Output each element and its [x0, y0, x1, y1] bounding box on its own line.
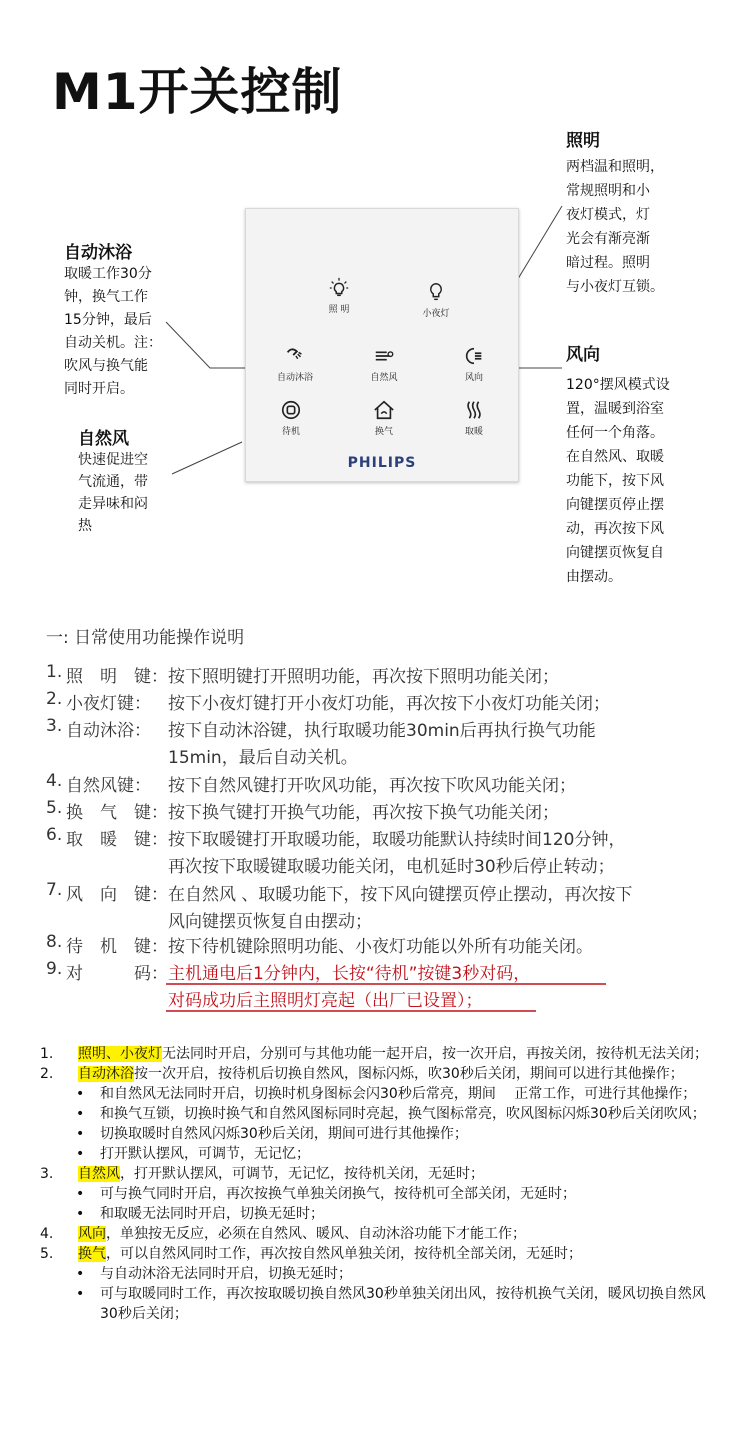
instruction-text: 风向键摆页恢复自由摆动； — [168, 912, 372, 932]
instruction-text: 15min，最后自动关机。 — [168, 748, 358, 768]
note-bullet — [40, 1124, 720, 1144]
bullet-dot-icon: • — [76, 1146, 85, 1162]
callout-auto-bath-title: 自动沐浴 — [64, 243, 132, 263]
instruction-number: 4. — [46, 771, 63, 791]
ventilation-key[interactable] — [354, 399, 414, 437]
callout-wind-direction-title: 风向 — [566, 345, 600, 365]
instruction-label: 取 暖 键： — [66, 830, 168, 850]
bullet-dot-icon: • — [76, 1106, 85, 1122]
lighting-key-label: 照 明 — [328, 305, 350, 315]
instruction-text: 按下自然风键打开吹风功能，再次按下吹风功能关闭； — [168, 776, 576, 796]
note-bullet — [40, 1144, 720, 1164]
note-bullet — [40, 1284, 720, 1324]
note-text: 无法同时开启，分别可与其他功能一起开启，按一次开启，再按关闭，按待机无法关闭； — [162, 1046, 708, 1062]
note-number: 5. — [40, 1246, 54, 1262]
instruction-number: 6. — [46, 825, 63, 845]
wind-direction-key[interactable] — [444, 345, 504, 383]
natural-wind-key[interactable] — [354, 345, 414, 383]
instruction-label: 换 气 键： — [66, 803, 168, 823]
note-bullet — [40, 1184, 720, 1204]
night-light-key-label: 小夜灯 — [422, 309, 450, 319]
instruction-label: 自然风键： — [66, 776, 151, 796]
note-highlight: 自动沐浴 — [78, 1066, 134, 1082]
instruction-label: 待 机 键： — [66, 937, 168, 957]
instruction-text: 按下自动沐浴键，执行取暖功能30min后再执行换气功能 — [168, 721, 596, 741]
instruction-number: 1. — [46, 662, 63, 682]
instruction-number: 5. — [46, 798, 63, 818]
instruction-text: 在自然风 、取暖功能下，按下风向键摆页停止摆动，再次按下 — [168, 885, 633, 905]
note-bullet-text: 可与换气同时开启，再次按换气单独关闭换气，按待机可全部关闭，无延时； — [100, 1186, 576, 1202]
note-item — [40, 1044, 720, 1064]
note-bullet-text: 切换取暖时自然风闪烁30秒后关闭，期间可进行其他操作； — [100, 1126, 468, 1142]
night-light-key[interactable] — [406, 281, 466, 319]
instruction-number: 7. — [46, 880, 63, 900]
note-number: 4. — [40, 1226, 54, 1242]
note-bullet-text: 和自然风无法同时开启，切换时机身图标会闪30秒后常亮，期间 正常工作，可进行其他操作； — [100, 1086, 697, 1102]
note-number: 2. — [40, 1066, 54, 1082]
callout-wind-direction-body: 120°摆风模式设 置，温暖到浴室 任何一个角落。 在自然风、取暖 功能下，按下风 向键摆页停止摆 动，再次按下风 向键摆页恢复自 由摆动。 — [566, 377, 670, 585]
standby-key-label: 待机 — [281, 427, 300, 437]
instruction-text: 按下小夜灯键打开小夜灯功能，再次按下小夜灯功能关闭； — [168, 694, 610, 714]
note-bullet — [40, 1264, 720, 1284]
callout-natural-wind-title: 自然风 — [78, 429, 129, 449]
note-text: ，单独按无反应，必须在自然风、暖风、自动沐浴功能下才能工作； — [106, 1226, 526, 1242]
pairing-underline — [0, 980, 750, 1020]
instruction-number: 8. — [46, 932, 63, 952]
bullet-dot-icon: • — [76, 1186, 85, 1202]
note-bullet-text: 与自动沐浴无法同时开启，切换无延时； — [100, 1266, 352, 1282]
note-item — [40, 1164, 720, 1224]
auto-bath-key[interactable] — [265, 345, 325, 383]
note-bullet-text: 可与取暖同时工作，再次按取暖切换自然风30秒单独关闭出风，按待机换气关闭，暖风切换自然风30秒后关闭； — [100, 1286, 706, 1322]
note-highlight: 换气 — [78, 1246, 106, 1262]
note-number: 1. — [40, 1046, 54, 1062]
note-text: 按一次开启，按待机后切换自然风，图标闪烁，吹30秒后关闭，期间可以进行其他操作； — [134, 1066, 684, 1082]
instruction-text: 再次按下取暖键取暖功能关闭，电机延时30秒后停止转动； — [168, 857, 615, 877]
shower-icon — [284, 345, 306, 367]
callout-lighting-title: 照明 — [566, 131, 600, 151]
section-heading: 一: 日常使用功能操作说明 — [46, 628, 245, 648]
note-bullet-text: 打开默认摆风，可调节，无记忆； — [100, 1146, 310, 1162]
natural-wind-key-label: 自然风 — [370, 373, 398, 383]
instruction-text: 按下取暖键打开取暖功能，取暖功能默认持续时间120分钟， — [168, 830, 626, 850]
lighting-key[interactable] — [309, 277, 369, 315]
instruction-label: 对 码： — [66, 964, 168, 984]
note-item — [40, 1244, 720, 1324]
note-item — [40, 1064, 720, 1164]
instruction-number: 3. — [46, 716, 63, 736]
auto-bath-key-label: 自动沐浴 — [276, 373, 313, 383]
switch-panel — [245, 208, 519, 482]
standby-key[interactable] — [261, 399, 321, 437]
swing-icon — [463, 345, 485, 367]
wind-icon — [373, 345, 395, 367]
instruction-label: 自动沐浴： — [66, 721, 151, 741]
wind-direction-key-label: 风向 — [464, 373, 483, 383]
bullet-dot-icon: • — [76, 1126, 85, 1142]
note-bullet — [40, 1084, 720, 1104]
note-bullet-text: 和换气互锁，切换时换气和自然风图标同时亮起，换气图标常亮，吹风图标闪烁30秒后关闭吹风； — [100, 1106, 706, 1122]
heat-icon — [463, 399, 485, 421]
house-vent-icon — [373, 399, 395, 421]
page-title: M1开关控制 — [52, 63, 343, 121]
callout-lighting-body: 两档温和照明， 常规照明和小 夜灯模式，灯 光会有渐亮渐 暗过程。照明 与小夜灯互锁。 — [566, 159, 664, 295]
bullet-dot-icon: • — [76, 1206, 85, 1222]
note-bullet — [40, 1204, 720, 1224]
note-item — [40, 1224, 720, 1244]
bullet-dot-icon: • — [76, 1266, 85, 1282]
leader-line-natural-wind — [172, 442, 242, 474]
note-text: ，打开默认摆风，可调节，无记忆，按待机关闭，无延时； — [120, 1166, 484, 1182]
callout-natural-wind-body: 快速促进空 气流通，带 走异味和闷 热 — [78, 452, 148, 534]
note-bullet-text: 和取暖无法同时开启，切换无延时； — [100, 1206, 324, 1222]
instruction-text: 按下待机键除照明功能、小夜灯功能以外所有功能关闭。 — [168, 937, 593, 957]
instruction-text: 对码成功后主照明灯亮起（出厂已设置）； — [168, 991, 483, 1011]
bulb-rays-icon — [328, 277, 350, 299]
notes-list — [40, 1044, 720, 1324]
note-text: ，可以自然风同时工作，再次按自然风单独关闭，按待机全部关闭，无延时； — [106, 1246, 582, 1262]
heating-key[interactable] — [444, 399, 504, 437]
instruction-text: 主机通电后1分钟内，长按“待机”按键3秒对码， — [168, 964, 531, 984]
instruction-number: 2. — [46, 689, 63, 709]
instruction-number: 9. — [46, 959, 63, 979]
bulb-icon — [425, 281, 447, 303]
note-highlight: 照明、小夜灯 — [78, 1046, 162, 1062]
note-highlight: 自然风 — [78, 1166, 120, 1182]
bullet-dot-icon: • — [76, 1286, 85, 1302]
instruction-text: 按下换气键打开换气功能，再次按下换气功能关闭； — [168, 803, 559, 823]
instruction-label: 风 向 键： — [66, 885, 168, 905]
note-highlight: 风向 — [78, 1226, 106, 1242]
note-bullet — [40, 1104, 720, 1124]
instruction-label: 照 明 键： — [66, 667, 168, 687]
callout-auto-bath-body: 取暖工作30分 钟，换气工作 15分钟，最后 自动关机。注： 吹风与换气能 同时开启。 — [64, 266, 162, 397]
ventilation-key-label: 换气 — [374, 427, 393, 437]
bullet-dot-icon: • — [76, 1086, 85, 1102]
note-number: 3. — [40, 1166, 54, 1182]
standby-icon — [280, 399, 302, 421]
brand-logo: PHILIPS — [347, 455, 417, 471]
heating-key-label: 取暖 — [464, 427, 483, 437]
instruction-label: 小夜灯键： — [66, 694, 151, 714]
instruction-text: 按下照明键打开照明功能，再次按下照明功能关闭； — [168, 667, 559, 687]
